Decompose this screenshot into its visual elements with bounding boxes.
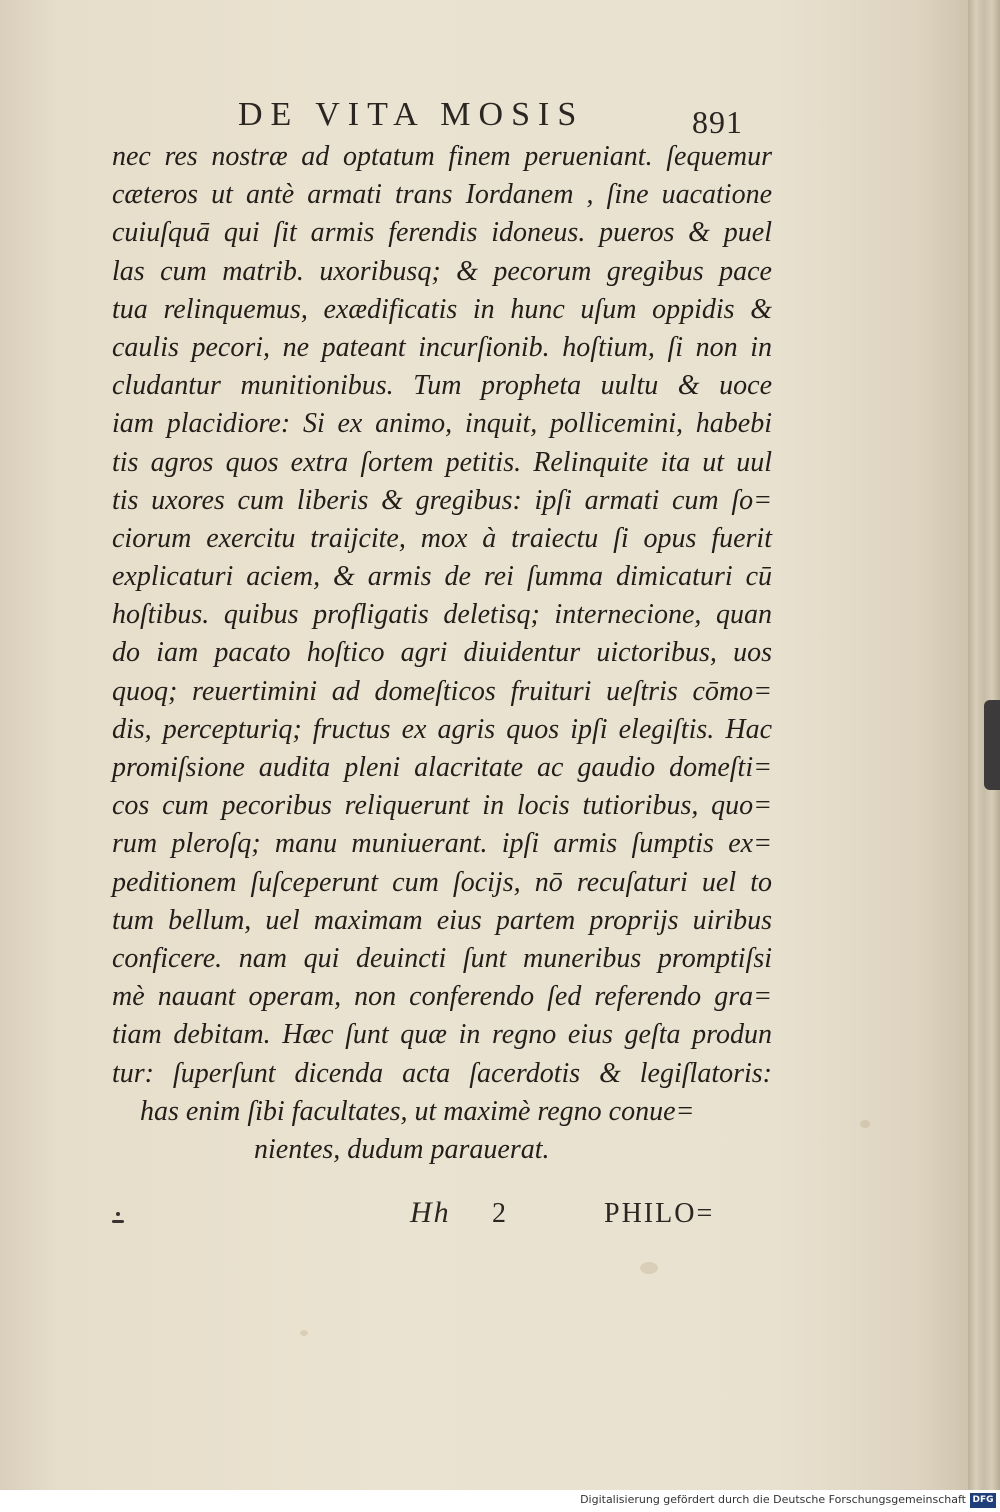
text-line: cos cum pecoribus reliquerunt in locis tutioribus, quo= <box>112 790 772 822</box>
text-line: promiſsione audita pleni alacritate ac gaudio domeſti= <box>112 752 772 783</box>
text-line: explicaturi aciem, & armis de rei ſumma dimicaturi cū <box>112 561 772 593</box>
text-line: hoſtibus. quibus profligatis deletisq; internecione, quan <box>112 599 772 631</box>
digitization-note: Digitalisierung gefördert durch die Deutsche Forschungsgemeinschaft <box>580 1493 966 1506</box>
text-line: caulis pecori, ne pateant incurſionib. hoſtium, ſi non in <box>112 331 772 363</box>
text-line: tur: ſuperſunt dicenda acta ſacerdotis & legiſlatoris: <box>112 1057 772 1089</box>
text-line: tum bellum, uel maximam eius partem proprijs uiribus <box>112 904 772 936</box>
paper-stain <box>300 1330 308 1336</box>
paper-stain <box>860 1120 870 1128</box>
text-line: do iam pacato hoſtico agri diuidentur uictoribus, uos <box>112 637 772 669</box>
text-line: iam placidiore: Si ex animo, inquit, pollicemini, habebi <box>112 408 772 440</box>
dfg-logo: DFG <box>970 1493 996 1508</box>
text-line: tiam debitam. Hæc ſunt quæ in regno eius geſta produn <box>112 1019 772 1051</box>
running-title: DE VITA MOSIS <box>238 96 585 133</box>
text-line: tua relinquemus, exædificatis in hunc uſum oppidis & <box>112 293 772 325</box>
text-line: conficere. nam qui deuincti ſunt muneribus promptiſsi <box>112 942 772 974</box>
text-line: cludantur munitionibus. Tum propheta uultu & uoce <box>112 370 772 402</box>
text-line: nientes, dudum parauerat. <box>254 1133 550 1165</box>
page-number: 891 <box>692 104 743 140</box>
text-line: dis, percepturiq; fructus ex agris quos ipſi elegiſtis. Hac <box>112 713 772 745</box>
text-line: mè nauant operam, non conferendo ſed referendo gra= <box>112 981 772 1013</box>
text-line: nec res nostræ ad optatum finem perueniant. ſequemur <box>112 141 772 172</box>
text-line: rum pleroſq; manu muniuerant. ipſi armis ſumptis ex= <box>112 828 772 860</box>
text-line: peditionem ſuſceperunt cum ſocijs, nō recuſaturi uel to <box>112 866 772 898</box>
body-text <box>112 138 772 1169</box>
paper-stain <box>640 1262 658 1274</box>
ornament-mark <box>112 1212 132 1226</box>
text-line: has enim ſibi facultates, ut maximè regno conue= <box>140 1095 695 1127</box>
text-line: cuiuſquā qui ſit armis ferendis idoneus. pueros & puel <box>112 217 772 249</box>
text-line: cæteros ut antè armati trans Iordanem , ſine uacatione <box>112 179 772 211</box>
digitization-bar <box>0 1490 1000 1512</box>
signature-mark: Hh <box>410 1196 451 1229</box>
text-line: quoq; reuertimini ad domeſticos fruituri ueſtris cōmo= <box>112 675 772 707</box>
text-line: las cum matrib. uxoribusq; & pecorum gregibus pace <box>112 255 772 287</box>
book-tab <box>984 700 1000 790</box>
text-line: tis agros quos extra ſortem petitis. Relinquite ita ut uul <box>112 446 772 478</box>
signature-number: 2 <box>492 1198 506 1229</box>
text-line: ciorum exercitu traijcite, mox à traiectu ſi opus fuerit <box>112 522 772 554</box>
text-line: tis uxores cum liberis & gregibus: ipſi armati cum ſo= <box>112 484 772 516</box>
page-footer <box>0 1196 968 1240</box>
catchword: PHILO= <box>604 1198 715 1229</box>
